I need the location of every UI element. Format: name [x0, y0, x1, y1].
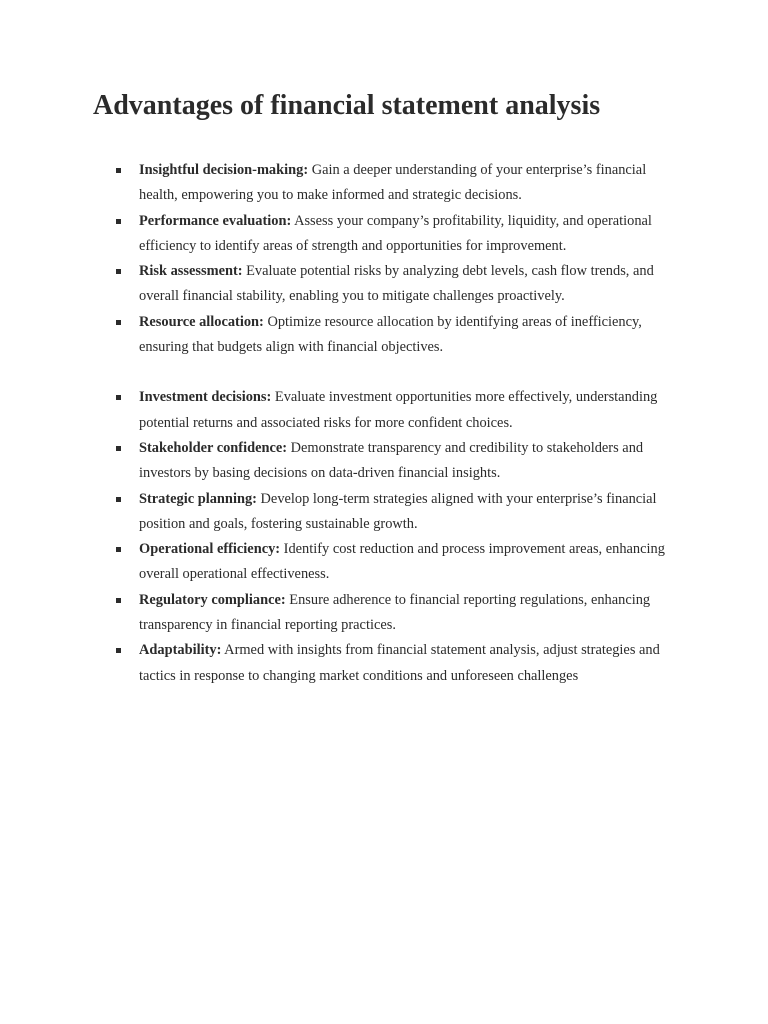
item-text: Develop long-term strategies aligned with your enterprise’s financial position and goals, fostering sustainable growth. — [139, 490, 657, 532]
item-label: Resource allocation: — [139, 313, 264, 330]
list-item — [0, 436, 679, 487]
list-item — [0, 310, 679, 361]
square-bullet-icon — [116, 446, 121, 451]
item-label: Risk assessment: — [139, 263, 243, 280]
list-item — [0, 487, 679, 538]
list-item — [0, 259, 679, 310]
item-label: Investment decisions: — [139, 389, 272, 406]
item-label: Stakeholder confidence: — [139, 439, 288, 456]
list-item — [0, 638, 679, 689]
square-bullet-icon — [116, 219, 121, 224]
square-bullet-icon — [116, 269, 121, 274]
item-text: Demonstrate transparency and credibility to stakeholders and investors by basing decisions on data-driven financial insights. — [139, 439, 644, 482]
item-text: Optimize resource allocation by identifying areas of inefficiency, ensuring that budgets align with financial objectives. — [139, 313, 642, 356]
item-label: Insightful decision-making: — [139, 162, 309, 178]
item-label: Strategic planning: — [139, 490, 257, 507]
item-label: Regulatory compliance: — [139, 591, 286, 608]
item-text: Evaluate investment opportunities more effectively, understanding potential returns and associated risks for more confident choices. — [139, 389, 658, 431]
square-bullet-icon — [116, 395, 121, 400]
item-text: Evaluate potential risks by analyzing debt levels, cash flow trends, and overall financial stability, enabling you to mitigate challenges proactively. — [139, 263, 654, 305]
list-item — [0, 537, 679, 588]
item-text: Identify cost reduction and process improvement areas, enhancing overall operational effectiveness. — [139, 541, 665, 583]
list-item — [0, 588, 679, 639]
square-bullet-icon — [116, 168, 121, 173]
list-item — [0, 209, 679, 260]
item-label: Performance evaluation: — [139, 212, 292, 229]
item-text: Ensure adherence to financial reporting regulations, enhancing transparency in financial reporting practices. — [139, 591, 651, 634]
item-label: Adaptability: — [139, 642, 222, 659]
square-bullet-icon — [116, 648, 121, 653]
item-text: Gain a deeper understanding of your enterprise’s financial health, empowering you to make informed and strategic decisions. — [139, 162, 647, 204]
square-bullet-icon — [116, 320, 121, 325]
item-text: Armed with insights from financial statement analysis, adjust strategies and tactics in response to changing market conditions and unforeseen challenges — [139, 642, 660, 684]
list-item — [0, 385, 679, 436]
item-label: Operational efficiency: — [139, 541, 281, 558]
item-text: Assess your company’s profitability, liquidity, and operational efficiency to identify areas of strength and opportunities for improvement. — [139, 212, 652, 254]
advantages-list — [0, 158, 768, 689]
square-bullet-icon — [116, 598, 121, 603]
square-bullet-icon — [116, 547, 121, 552]
list-item — [0, 158, 679, 209]
square-bullet-icon — [116, 497, 121, 502]
page-title: Advantages of financial statement analysis — [93, 90, 601, 121]
